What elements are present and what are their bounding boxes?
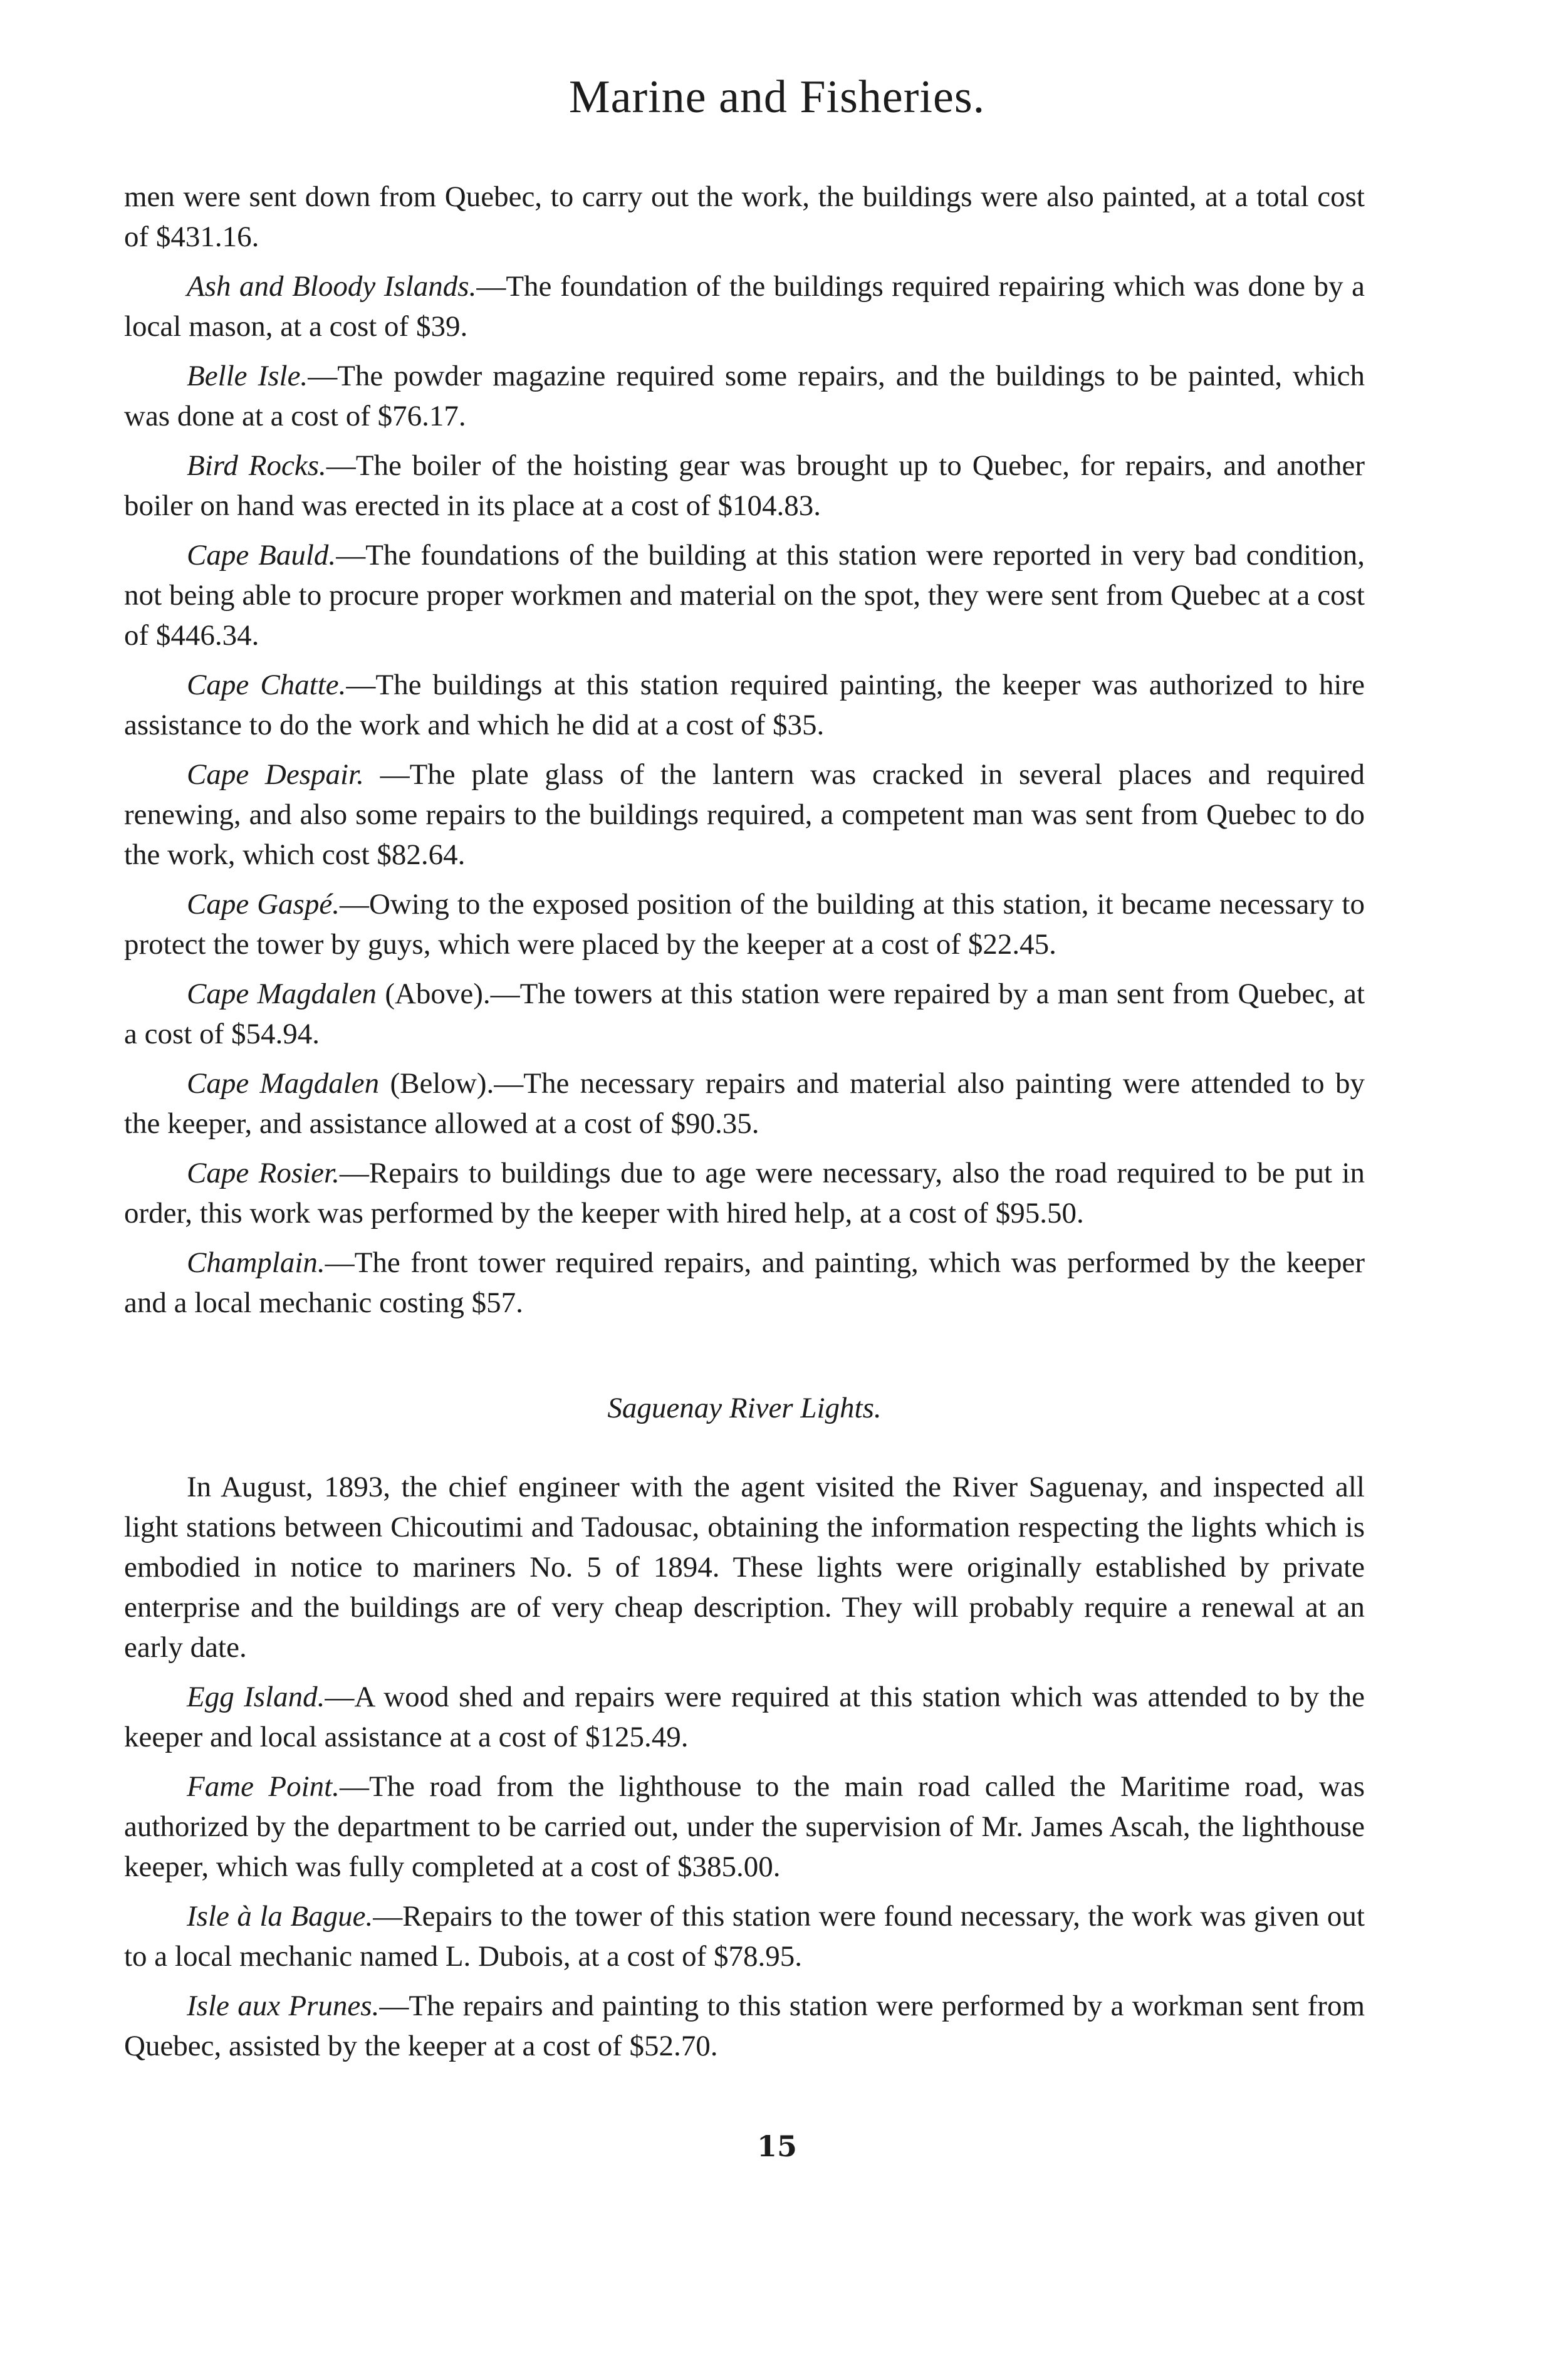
paragraph-lead: Cape Despair. <box>187 758 364 791</box>
paragraph-text: —The buildings at this station required painting, the keeper was authorized to hire assistance to do the work and which he did at a cost of $35. <box>124 669 1365 741</box>
paragraph <box>124 1063 1365 1144</box>
paragraph-text: —The foundations of the building at this station were reported in very bad condition, not being able to procure proper workmen and material on the spot, they were sent from Quebec at a cost of $446.34. <box>124 539 1365 652</box>
paragraph-text: —The front tower required repairs, and painting, which was performed by the keeper and a local mechanic costing $57. <box>124 1246 1365 1319</box>
paragraph-lead: Cape Rosier. <box>187 1157 340 1189</box>
paragraph-text: —The boiler of the hoisting gear was brought up to Quebec, for repairs, and another boiler on hand was erected in its place at a cost of $104.83. <box>124 449 1365 522</box>
paragraph <box>124 974 1365 1054</box>
paragraph-lead: Champlain. <box>187 1246 325 1279</box>
paragraph-lead: Egg Island. <box>187 1681 325 1713</box>
paragraph <box>124 1677 1365 1757</box>
paragraph <box>124 446 1365 526</box>
paragraph <box>124 356 1365 436</box>
paragraph <box>124 1767 1365 1887</box>
paragraph-group-top <box>124 177 1365 1323</box>
paragraph-text: (Above).—The towers at this station were repaired by a man sent from Quebec, at a cost of $54.94. <box>124 978 1365 1050</box>
paragraph-lead: Belle Isle. <box>187 360 308 392</box>
paragraph <box>124 665 1365 745</box>
section-title: Saguenay River Lights. <box>607 1392 882 1424</box>
paragraph <box>124 1467 1365 1668</box>
paragraph <box>124 1896 1365 1976</box>
paragraph-text: —The repairs and painting to this station were performed by a workman sent from Quebec, assisted by the keeper at a cost of $52.70. <box>124 1990 1365 2062</box>
paragraph-text: (Below).—The necessary repairs and material also painting were attended to by the keeper, and assistance allowed at a cost of $90.35. <box>124 1067 1365 1140</box>
paragraph <box>124 884 1365 964</box>
paragraph <box>124 1986 1365 2066</box>
paragraph <box>124 1153 1365 1233</box>
paragraph <box>124 535 1365 655</box>
body-text <box>124 177 1365 2075</box>
paragraph-text: —The road from the lighthouse to the main road called the Maritime road, was authorized by the department to be carried out, under the supervision of Mr. James Ascah, the lighthouse keeper, which was fully completed at a cost of $385.00. <box>124 1770 1365 1883</box>
paragraph-text: —The plate glass of the lantern was cracked in several places and required renewing, and also some repairs to the buildings required, a competent man was sent from Quebec to do the work, which cost $82.64. <box>124 758 1365 871</box>
paragraph-group-bottom <box>124 1467 1365 2066</box>
paragraph <box>124 1243 1365 1323</box>
paragraph-lead: Cape Magdalen <box>187 1067 380 1100</box>
paragraph-lead: Cape Gaspé. <box>187 888 340 921</box>
page-number: 15 <box>756 2129 797 2163</box>
paragraph-lead: Isle à la Bague. <box>187 1900 373 1933</box>
paragraph-text: men were sent down from Quebec, to carry out the work, the buildings were also painted, at a total cost of $431.16. <box>124 180 1365 253</box>
paragraph-text: In August, 1893, the chief engineer with the agent visited the River Saguenay, and inspected all light stations between Chicoutimi and Tadousac, obtaining the information respecting the lights which is embodied in notice to mariners No. 5 of 1894. These lights were originally established by private enterprise and the buildings are of very cheap description. They will probably require a renewal at an early date. <box>124 1471 1365 1664</box>
paragraph-text: —A wood shed and repairs were required at this station which was attended to by the keeper and local assistance at a cost of $125.49. <box>124 1681 1365 1753</box>
paragraph-lead: Ash and Bloody Islands. <box>187 270 477 303</box>
paragraph <box>124 177 1365 257</box>
paragraph-lead: Isle aux Prunes. <box>187 1990 380 2022</box>
paragraph-text: —Owing to the exposed position of the building at this station, it became necessary to protect the tower by guys, which were placed by the keeper at a cost of $22.45. <box>124 888 1365 961</box>
paragraph-lead: Fame Point. <box>187 1770 340 1803</box>
paragraph <box>124 266 1365 347</box>
paragraph <box>124 754 1365 875</box>
paragraph-lead: Bird Rocks. <box>187 449 326 482</box>
paragraph-text: —The foundation of the buildings required repairing which was done by a local mason, at a cost of $39. <box>124 270 1365 343</box>
paragraph-text: —The powder magazine required some repairs, and the buildings to be painted, which was done at a cost of $76.17. <box>124 360 1365 432</box>
paragraph-text: —Repairs to the tower of this station were found necessary, the work was given out to a local mechanic named L. Dubois, at a cost of $78.95. <box>124 1900 1365 1973</box>
paragraph-text: —Repairs to buildings due to age were necessary, also the road required to be put in order, this work was performed by the keeper with hired help, at a cost of $95.50. <box>124 1157 1365 1229</box>
paragraph-lead: Cape Bauld. <box>187 539 336 572</box>
paragraph-lead: Cape Magdalen <box>187 978 377 1010</box>
page-title: Marine and Fisheries. <box>568 71 986 123</box>
paragraph-lead: Cape Chatte. <box>187 669 347 701</box>
